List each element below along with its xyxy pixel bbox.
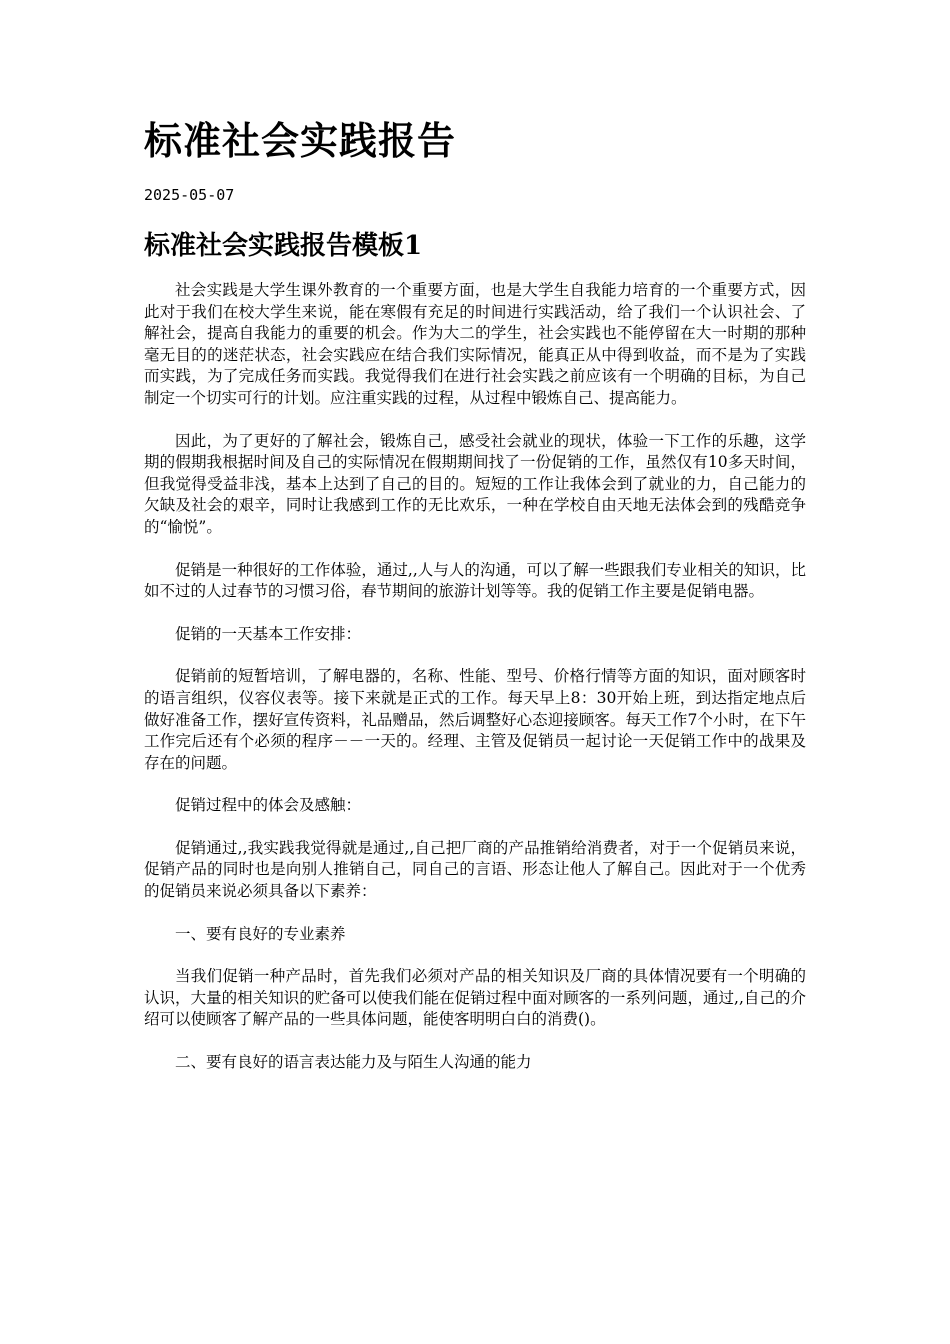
paragraph-point-one-heading: 一、要有良好的专业素养 bbox=[175, 924, 346, 943]
paragraph-reflections: 促销通过,,我实践我觉得就是通过,,自己把厂商的产品推销给消费者，对于一个促销员来说，促销产品的同时也是向别人推销自己，同自己的言语、形态让他人了解自己。因此对于一个优秀的促销员来说必须具备以下素养： bbox=[144, 838, 806, 901]
body-text bbox=[144, 280, 806, 1074]
section-heading: 标准社会实践报告模板1 bbox=[144, 231, 423, 261]
paragraph-subheading-reflections: 促销过程中的体会及感触： bbox=[175, 796, 362, 815]
document-page bbox=[144, 112, 806, 1095]
paragraph-intro: 社会实践是大学生课外教育的一个重要方面，也是大学生自我能力培育的一个重要方式，因此对于我们在校大学生来说，能在寒假有充足的时间进行实践活动，给了我们一个认识社会、了解社会，提高自我能力的重要的机会。作为大二的学生，社会实践也不能停留在大一时期的那种毫无目的的迷茫状态，社会实践应在结合我们实际情况，能真正从中得到收益，而不是为了实践而实践，为了完成任务而实践。我觉得我们在进行社会实践之前应该有一个明确的目标，为自己制定一个切实可行的计划。应注重实践的过程，从过程中锻炼自己、提高能力。 bbox=[144, 281, 806, 407]
paragraph-subheading-schedule: 促销的一天基本工作安排： bbox=[175, 624, 362, 643]
paragraph-point-one-body: 当我们促销一种产品时，首先我们必须对产品的相关知识及厂商的具体情况要有一个明确的认识，大量的相关知识的贮备可以使我们能在促销过程中面对顾客的一系列问题，通过,,自己的介绍可以使顾客了解产品的一些具体问题，能使客明明白白的消费()。 bbox=[144, 967, 806, 1029]
paragraph-promotion-experience: 促销是一种很好的工作体验，通过,,人与人的沟通，可以了解一些跟我们专业相关的知识，比如不过的人过春节的习惯习俗，春节期间的旅游计划等等。我的促销工作主要是促销电器。 bbox=[144, 560, 806, 601]
paragraph-daily-schedule: 促销前的短暂培训，了解电器的，名称、性能、型号、价格行情等方面的知识，面对顾客时的语言组织，仪容仪表等。接下来就是正式的工作。每天早上8：30开始上班，到达指定地点后做好准备工作，摆好宣传资料，礼品赠品，然后调整好心态迎接顾客。每天工作7个小时，在下午工作完后还有个必须的程序－－一天的。经理、主管及促销员一起讨论一天促销工作中的战果及存在的问题。 bbox=[144, 667, 806, 772]
document-date: 2025-05-07 bbox=[144, 186, 235, 204]
paragraph-motivation: 因此，为了更好的了解社会，锻炼自己，感受社会就业的现状，体验一下工作的乐趣，这学期的假期我根据时间及自己的实际情况在假期期间找了一份促销的工作，虽然仅有10多天时间，但我觉得受益非浅，基本上达到了自己的目的。短短的工作让我体会到了就业的力，自己能力的欠缺及社会的艰辛，同时让我感到工作的无比欢乐，一种在学校自由天地无法体会到的残酷竞争的“愉悦”。 bbox=[144, 431, 806, 536]
document-title: 标准社会实践报告 bbox=[144, 118, 457, 163]
paragraph-point-two-heading: 二、要有良好的语言表达能力及与陌生人沟通的能力 bbox=[175, 1053, 532, 1072]
